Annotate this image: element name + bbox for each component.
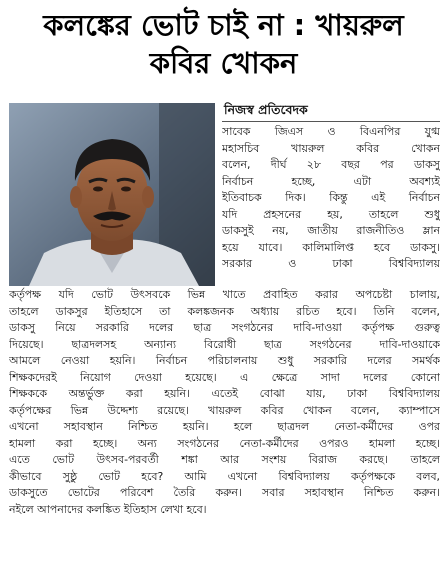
text-line: শিক্ষককে অন্তর্ভুক্ত করা হয়নি। এতেই বোঝা যায়, ঢাকা বিশ্ববিদ্যালয়: [9, 387, 440, 400]
portrait-photo: [9, 103, 215, 286]
text-line: নির্বাচন হচ্ছে, এটা অবশ্যই: [222, 174, 440, 188]
text-line: দিয়েছে। ছাত্রদলসহ অন্যান্য বিরোধী ছাত্র সংগঠনের দাবি-দাওয়াকে: [9, 337, 440, 351]
text-line: সরকার ও ঢাকা বিশ্ববিদ্যালয়: [222, 257, 440, 270]
text-line: মহাসচিব খায়রুল কবির খোকন: [222, 141, 440, 155]
text-line: এতে ভোট উৎসব-পরবর্তী শঙ্কা আর সংশয় বিরাজ করছে। তাহলে: [9, 453, 440, 466]
text-line: তাহলে ডাকসুর ইতিহাসে তা কলঙ্কজনক অধ্যায় রচিত হবে। তিনি বলেন,: [9, 304, 440, 318]
headline-line-2: কবির খোকন: [149, 46, 298, 80]
text-line: ডাকসুই নয়, জাতীয় রাজনীতিও ম্লান: [222, 224, 440, 237]
text-line: ডাকসুতে ভোটের পরিবেশ তৈরি করুন। সবার সহাবস্থান নিশ্চিত করুন।: [9, 486, 440, 499]
text-line: এখনো সহাবস্থান নিশ্চিত হয়নি। হলে ছাত্রদল নেতা-কর্মীদের ওপর: [9, 420, 440, 433]
article-body: [9, 287, 440, 518]
text-line: নইলে আপনাদের কলঙ্কিত ইতিহাস লেখা হবে।: [9, 502, 207, 516]
text-line: কর্তৃপক্ষের ভিন্ন উদ্দেশ্য রয়েছে। খায়রুল কবির খোকন বলেন, ক্যাম্পাসে: [9, 403, 440, 417]
text-line: কর্তৃপক্ষ যদি ভোট উৎসবকে ভিন্ন খাতে প্রবাহিত করার অপচেষ্টা চালায়,: [9, 288, 440, 301]
headline-line-1: কলঙ্কের ভোট চাই না : খায়রুল: [43, 8, 404, 42]
text-line: আমলে নেওয়া হয়নি। নির্বাচন পরিচালনায় শুধু সরকারি দলের সমর্থক: [9, 354, 440, 367]
text-line: শিক্ষকদেরই নিয়োগ দেওয়া হয়েছে। এ ক্ষেত্রে সাদা দলের কোনো: [9, 370, 440, 384]
byline-divider: [222, 121, 440, 122]
text-line: যদি প্রহসনের হয়, তাহলে শুধু: [222, 207, 440, 221]
text-line: ইতিবাচক দিক। কিন্তু এই নির্বাচন: [222, 191, 440, 204]
text-line: কীভাবে সুষ্ঠু ভোট হবে? আমি এখনো বিশ্ববিদ্যালয় কর্তৃপক্ষকে বলব,: [9, 469, 440, 483]
article-side-column: [222, 124, 440, 273]
text-line: ডাকসু নিয়ে সরকারি দলের ছাত্র সংগঠনের দাবি-দাওয়া কর্তৃপক্ষ গুরুত্ব: [9, 321, 440, 334]
byline: নিজস্ব প্রতিবেদক: [224, 102, 308, 117]
text-line: হামলা করা হচ্ছে। অন্য সংগঠনের নেতা-কর্মীদের ওপরও হামলা হচ্ছে।: [9, 436, 440, 450]
text-line: হয়ে যাবে। কালিমালিপ্ত হবে ডাকসু।: [222, 240, 440, 254]
headline: [0, 6, 447, 82]
text-line: সাবেক জিএস ও বিএনপির যুগ্ম: [222, 125, 440, 138]
text-line: বলেন, দীর্ঘ ২৮ বছর পর ডাকসু: [222, 158, 440, 171]
